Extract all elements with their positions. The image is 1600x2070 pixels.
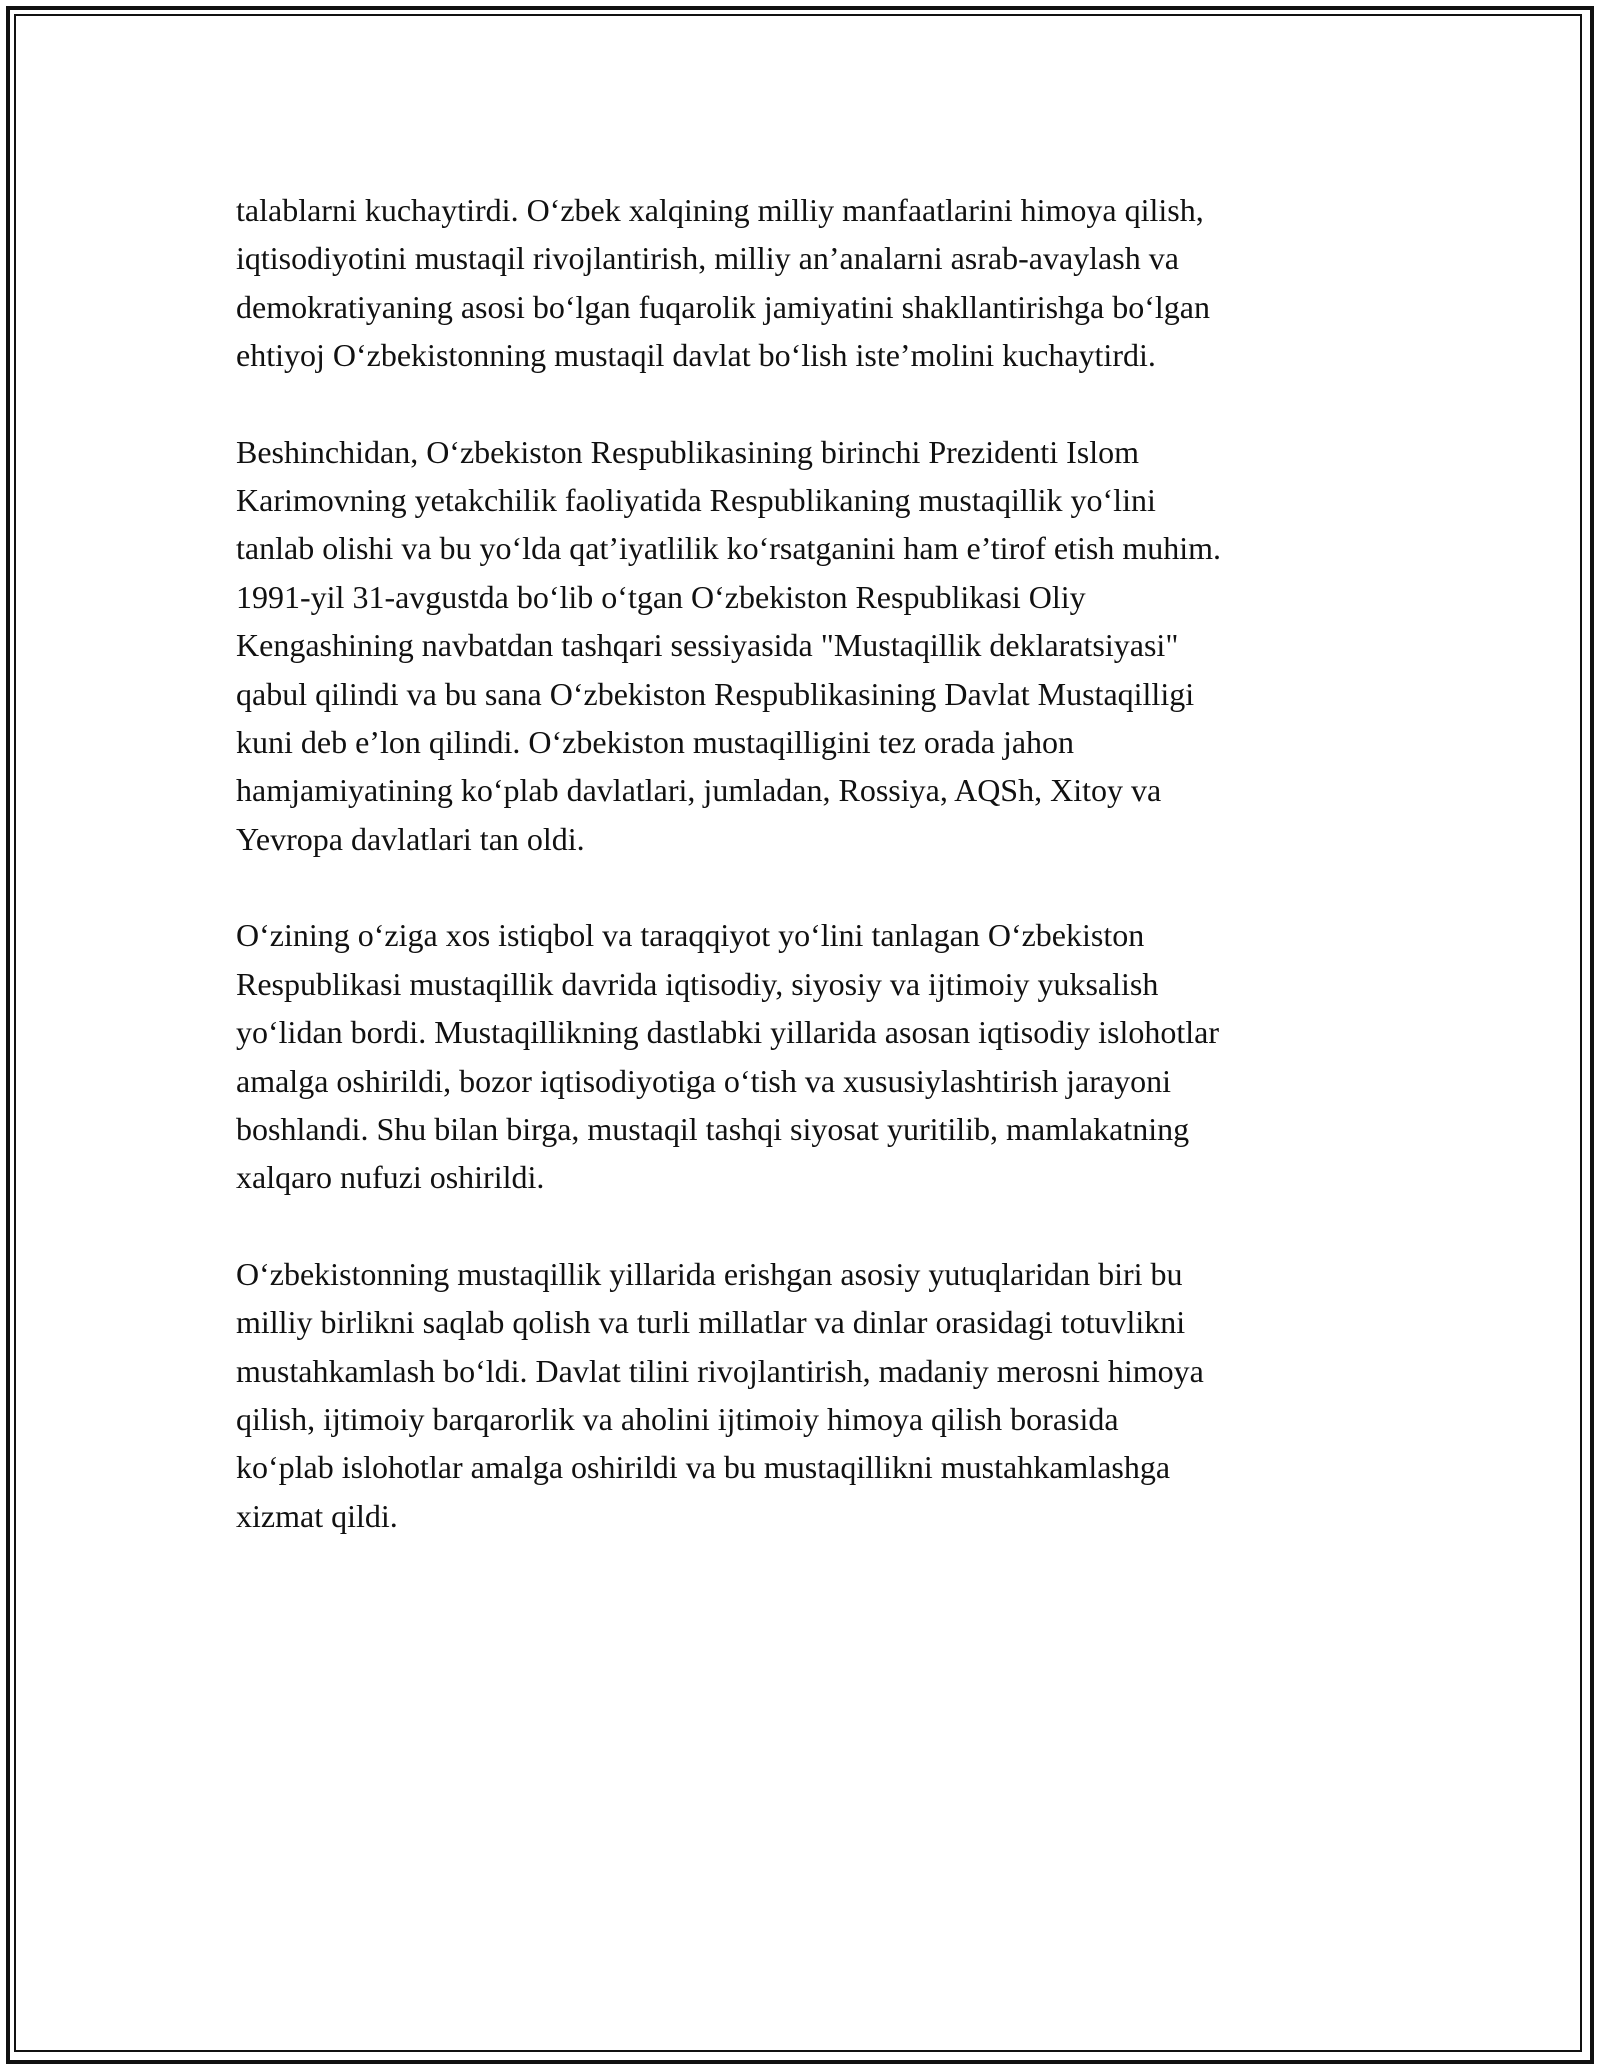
text-line: Respublikasi mustaqillik davrida iqtisodiy, siyosiy va ijtimoiy yuksalish xyxy=(236,965,1159,1002)
text-line: Karimovning yetakchilik faoliyatida Respublikaning mustaqillik yo‘lini xyxy=(236,482,1156,519)
text-line: Beshinchidan, O‘zbekiston Respublikasining birinchi Prezidenti Islom xyxy=(236,433,1139,470)
text-line: yo‘lidan bordi. Mustaqillikning dastlabki yillarida asosan iqtisodiy islohotlar xyxy=(236,1014,1219,1051)
text-line: O‘zining o‘ziga xos istiqbol va taraqqiyot yo‘lini tanlagan O‘zbekiston xyxy=(236,917,1145,954)
text-line: 1991-yil 31-avgustda bo‘lib o‘tgan O‘zbekiston Respublikasi Oliy xyxy=(236,578,1086,615)
text-line: boshlandi. Shu bilan birga, mustaqil tashqi siyosat yuritilib, mamlakatning xyxy=(236,1110,1190,1147)
text-line: Yevropa davlatlari tan oldi. xyxy=(236,820,585,857)
text-line: kuni deb e’lon qilindi. O‘zbekiston mustaqilligini tez orada jahon xyxy=(236,724,1075,761)
text-line: amalga oshirildi, bozor iqtisodiyotiga o‘tish va xususiylashtirish jarayoni xyxy=(236,1062,1171,1099)
text-line: talablarni kuchaytirdi. O‘zbek xalqining milliy manfaatlarini himoya qilish, xyxy=(236,192,1204,228)
text-line: xalqaro nufuzi oshirildi. xyxy=(236,1159,545,1196)
text-line: tanlab olishi va bu yo‘lda qat’iyatlilik ko‘rsatganini ham e’tirof etish muhim. xyxy=(236,530,1221,567)
paragraph-1 xyxy=(236,186,1366,380)
document-body xyxy=(236,186,1366,1588)
text-line: milliy birlikni saqlab qolish va turli millatlar va dinlar orasidagi totuvlikni xyxy=(236,1304,1186,1341)
text-line: O‘zbekistonning mustaqillik yillarida erishgan asosiy yutuqlaridan biri bu xyxy=(236,1255,1183,1292)
text-line: ehtiyoj O‘zbekistonning mustaqil davlat bo‘lish iste’molini kuchaytirdi. xyxy=(236,337,1156,374)
text-line: hamjamiyatining ko‘plab davlatlari, jumladan, Rossiya, AQSh, Xitoy va xyxy=(236,772,1162,809)
paragraph-4 xyxy=(236,1250,1366,1540)
text-line: qilish, ijtimoiy barqarorlik va aholini ijtimoiy himoya qilish borasida xyxy=(236,1400,1119,1437)
text-line: iqtisodiyotini mustaqil rivojlantirish, milliy an’analarni asrab-avaylash va xyxy=(236,240,1179,277)
text-line: demokratiyaning asosi bo‘lgan fuqarolik jamiyatini shakllantirishga bo‘lgan xyxy=(236,288,1210,325)
text-line: qabul qilindi va bu sana O‘zbekiston Respublikasining Davlat Mustaqilligi xyxy=(236,675,1195,712)
text-line: Kengashining navbatdan tashqari sessiyasida "Mustaqillik deklaratsiyasi" xyxy=(236,627,1179,664)
text-line: ko‘plab islohotlar amalga oshirildi va bu mustaqillikni mustahkamlashga xyxy=(236,1449,1171,1486)
paragraph-3 xyxy=(236,911,1366,1201)
text-line: xizmat qildi. xyxy=(236,1497,398,1534)
paragraph-2 xyxy=(236,428,1366,864)
text-line: mustahkamlash bo‘ldi. Davlat tilini rivojlantirish, madaniy merosni himoya xyxy=(236,1352,1204,1389)
